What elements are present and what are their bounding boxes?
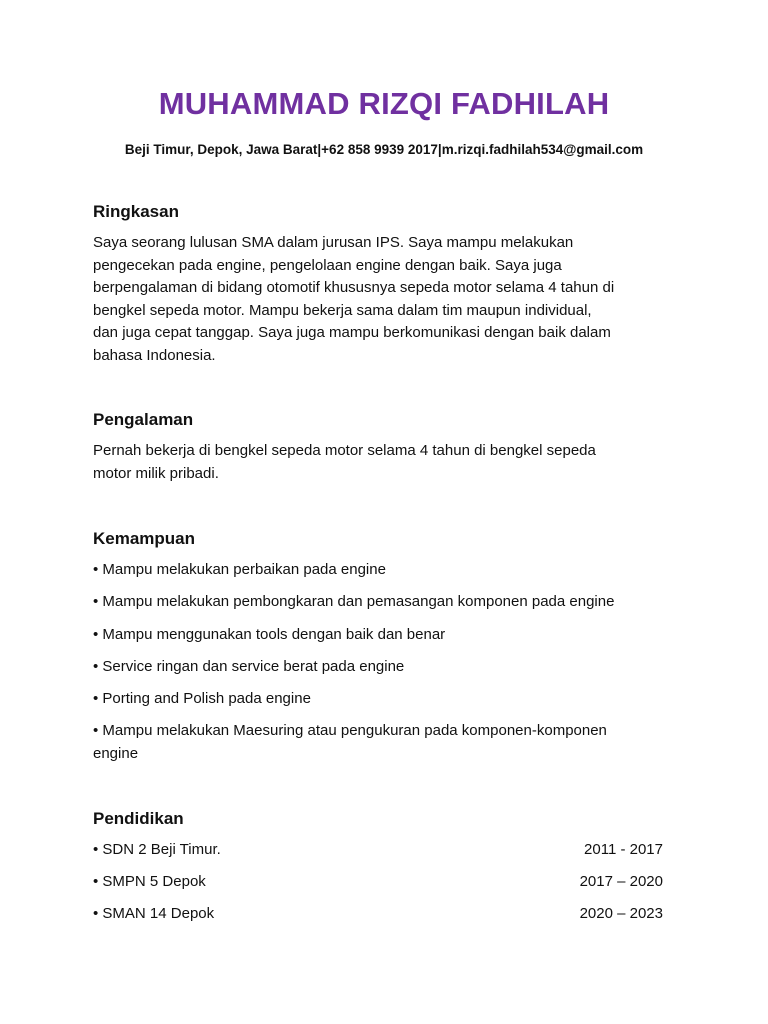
pengalaman-paragraph bbox=[93, 440, 683, 485]
skills-list bbox=[93, 559, 683, 766]
education-row bbox=[93, 839, 663, 862]
pengalaman-line: motor milik pribadi. bbox=[93, 464, 219, 482]
full-name: MUHAMMAD RIZQI FADHILAH bbox=[158, 86, 610, 121]
section-heading-pengalaman: Pengalaman bbox=[93, 410, 194, 429]
list-item: • Mampu melakukan perbaikan pada engine bbox=[93, 561, 386, 578]
ringkasan-line: pengecekan pada engine, pengelolaan engine dengan baik. Saya juga bbox=[93, 256, 562, 274]
section-heading-kemampuan: Kemampuan bbox=[93, 529, 196, 548]
section-kemampuan bbox=[93, 529, 683, 766]
list-item: • Service ringan dan service berat pada engine bbox=[93, 657, 405, 675]
ringkasan-line: dan juga cepat tanggap. Saya juga mampu berkomunikasi dengan baik dalam bbox=[93, 324, 611, 342]
list-item: • Mampu melakukan pembongkaran dan pemasangan komponen pada engine bbox=[93, 593, 615, 611]
ringkasan-line: bengkel sepeda motor. Mampu bekerja sama dalam tim maupun individual, bbox=[93, 301, 592, 319]
ringkasan-paragraph bbox=[93, 232, 683, 368]
school-name: • SMPN 5 Depok bbox=[93, 873, 206, 891]
ringkasan-line: berpengalaman di bidang otomotif khususnya sepeda motor selama 4 tahun di bbox=[93, 279, 615, 297]
list-item bbox=[93, 720, 683, 765]
section-heading-ringkasan: Ringkasan bbox=[93, 202, 179, 221]
school-name: • SDN 2 Beji Timur. bbox=[93, 841, 221, 858]
education-row bbox=[93, 903, 663, 926]
school-years: 2017 – 2020 bbox=[579, 873, 663, 891]
list-item: • Mampu menggunakan tools dengan baik dan benar bbox=[93, 625, 446, 643]
section-ringkasan bbox=[93, 202, 683, 368]
ringkasan-line: Saya seorang lulusan SMA dalam jurusan IPS. Saya mampu melakukan bbox=[93, 234, 574, 251]
pengalaman-line: Pernah bekerja di bengkel sepeda motor selama 4 tahun di bengkel sepeda bbox=[93, 442, 596, 459]
ringkasan-line: bahasa Indonesia. bbox=[93, 346, 216, 364]
school-years: 2020 – 2023 bbox=[579, 905, 663, 923]
section-pengalaman bbox=[93, 410, 683, 485]
school-years: 2011 - 2017 bbox=[584, 841, 663, 858]
school-name: • SMAN 14 Depok bbox=[93, 905, 215, 923]
education-row bbox=[93, 871, 663, 894]
contact-line: Beji Timur, Depok, Jawa Barat|+62 858 9939 2017|m.rizqi.fadhilah534@gmail.com bbox=[124, 142, 644, 157]
education-list bbox=[93, 839, 683, 926]
list-item: • Porting and Polish pada engine bbox=[93, 690, 311, 708]
list-item-line: • Mampu melakukan Maesuring atau pengukuran pada komponen-komponen bbox=[93, 722, 607, 740]
section-pendidikan bbox=[93, 809, 683, 935]
section-heading-pendidikan: Pendidikan bbox=[93, 809, 184, 828]
list-item-line: engine bbox=[93, 745, 139, 762]
